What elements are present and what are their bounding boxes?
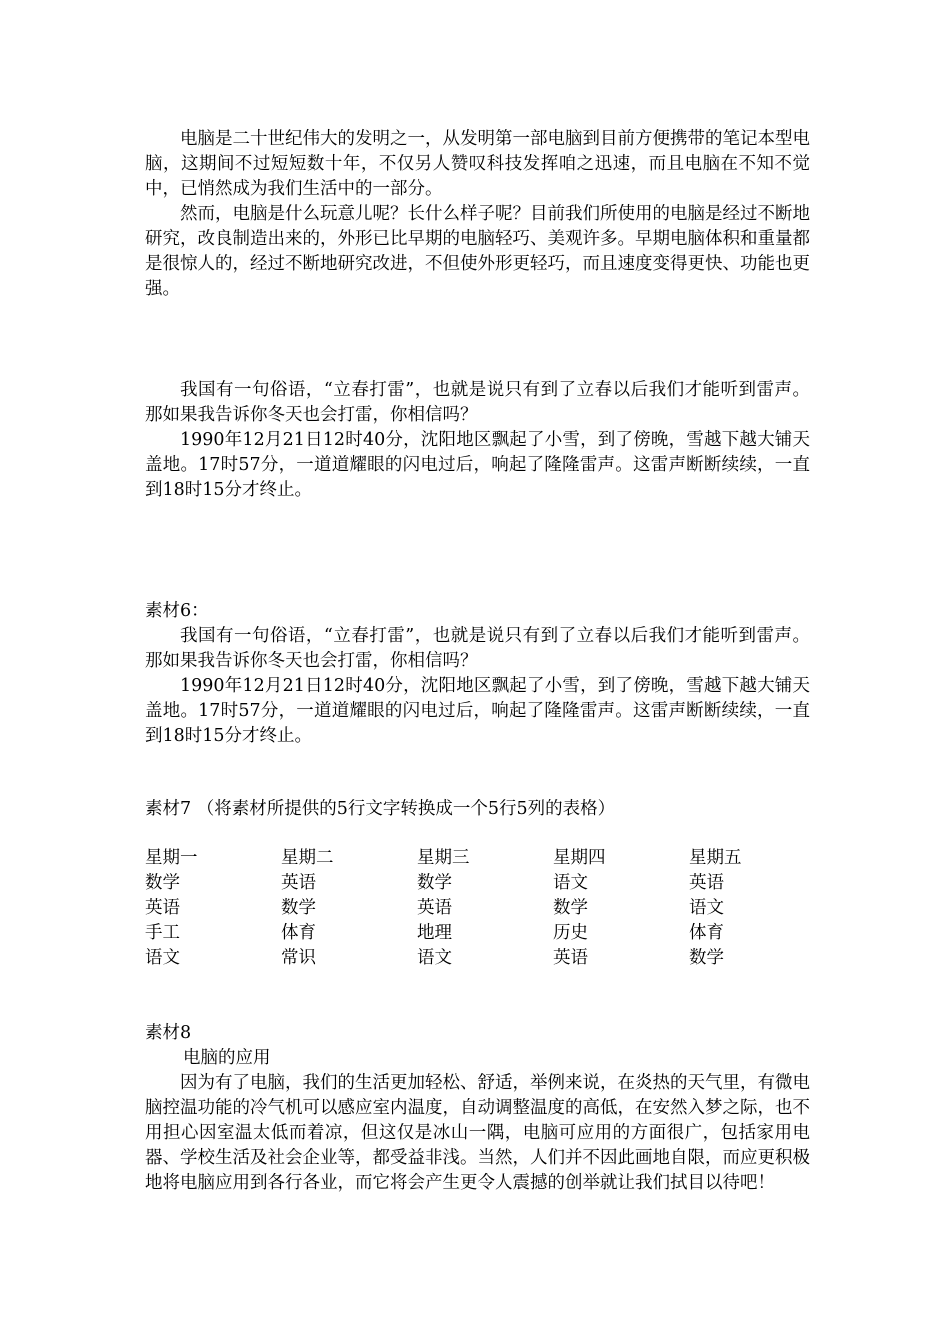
table-cell: 星期一 [145,848,198,868]
table-cell: 英语 [689,873,724,893]
table-cell: 语文 [417,948,452,968]
table-cell: 星期四 [553,848,606,868]
table-row [145,921,825,946]
table-cell: 手工 [145,923,180,943]
table-cell: 数学 [417,873,452,893]
table-cell: 地理 [417,923,452,943]
section-subtitle: 电脑的应用 [183,1048,271,1068]
table-cell: 星期五 [689,848,742,868]
material-label: 素材6： [145,601,209,621]
paragraph: 电脑是二十世纪伟大的发明之一，从发明第一部电脑到目前方便携带的笔记本型电脑，这期间不过短短数十年，不仅另人赞叹科技发挥咱之迅速，而且电脑在不知不觉中，已悄然成为我们生活中的一部分。 [145,129,810,199]
section-material-7 [145,797,810,822]
table-row [145,896,825,921]
section-computer-intro [145,127,810,302]
table-cell: 数学 [145,873,180,893]
table-cell: 体育 [281,923,316,943]
paragraph: 1990年12月21日12时40分，沈阳地区飘起了小雪，到了傍晚，雪越下越大铺天盖地。17时57分，一道道耀眼的闪电过后，响起了隆隆雷声。这雷声断断续续，一直到18时15分才终止。 [145,430,810,500]
section-material-8 [145,1021,810,1196]
table-cell: 英语 [417,898,452,918]
material-label: 素材8 [145,1023,192,1043]
table-cell: 语文 [689,898,724,918]
table-cell: 星期二 [281,848,334,868]
table-cell: 语文 [553,873,588,893]
table-cell: 星期三 [417,848,470,868]
section-winter-thunder [145,378,810,503]
schedule-text-grid [145,846,825,971]
table-cell: 英语 [145,898,180,918]
table-cell: 常识 [281,948,316,968]
material-label: 素材7 （将素材所提供的5行文字转换成一个5行5列的表格） [145,799,616,819]
table-row [145,846,825,871]
table-cell: 数学 [553,898,588,918]
section-material-6 [145,599,810,749]
paragraph: 然而，电脑是什么玩意儿呢？长什么样子呢？目前我们所使用的电脑是经过不断地研究，改良制造出来的，外形已比早期的电脑轻巧、美观许多。早期电脑体积和重量都是很惊人的，经过不断地研究改进，不但使外形更轻巧，而且速度变得更快、功能也更强。 [145,204,810,299]
table-row [145,946,825,971]
table-cell: 数学 [689,948,724,968]
paragraph: 因为有了电脑，我们的生活更加轻松、舒适，举例来说，在炎热的天气里，有微电脑控温功能的冷气机可以感应室内温度，自动调整温度的高低，在安然入梦之际，也不用担心因室温太低而着凉，但这仅是冰山一隅，电脑可应用的方面很广，包括家用电器、学校生活及社会企业等，都受益非浅。当然，人们并不因此画地自限，而应更积极地将电脑应用到各行各业，而它将会产生更令人震撼的创举就让我们拭目以待吧！ [145,1073,810,1193]
table-cell: 数学 [281,898,316,918]
table-cell: 语文 [145,948,180,968]
table-row [145,871,825,896]
paragraph: 我国有一句俗语，“立春打雷”，也就是说只有到了立春以后我们才能听到雷声。那如果我告诉你冬天也会打雷，你相信吗？ [145,380,810,425]
table-cell: 英语 [281,873,316,893]
table-cell: 英语 [553,948,588,968]
table-cell: 体育 [689,923,724,943]
paragraph: 我国有一句俗语，“立春打雷”，也就是说只有到了立春以后我们才能听到雷声。那如果我告诉你冬天也会打雷，你相信吗？ [145,626,810,671]
table-cell: 历史 [553,923,588,943]
paragraph: 1990年12月21日12时40分，沈阳地区飘起了小雪，到了傍晚，雪越下越大铺天盖地。17时57分，一道道耀眼的闪电过后，响起了隆隆雷声。这雷声断断续续，一直到18时15分才终止。 [145,676,810,746]
